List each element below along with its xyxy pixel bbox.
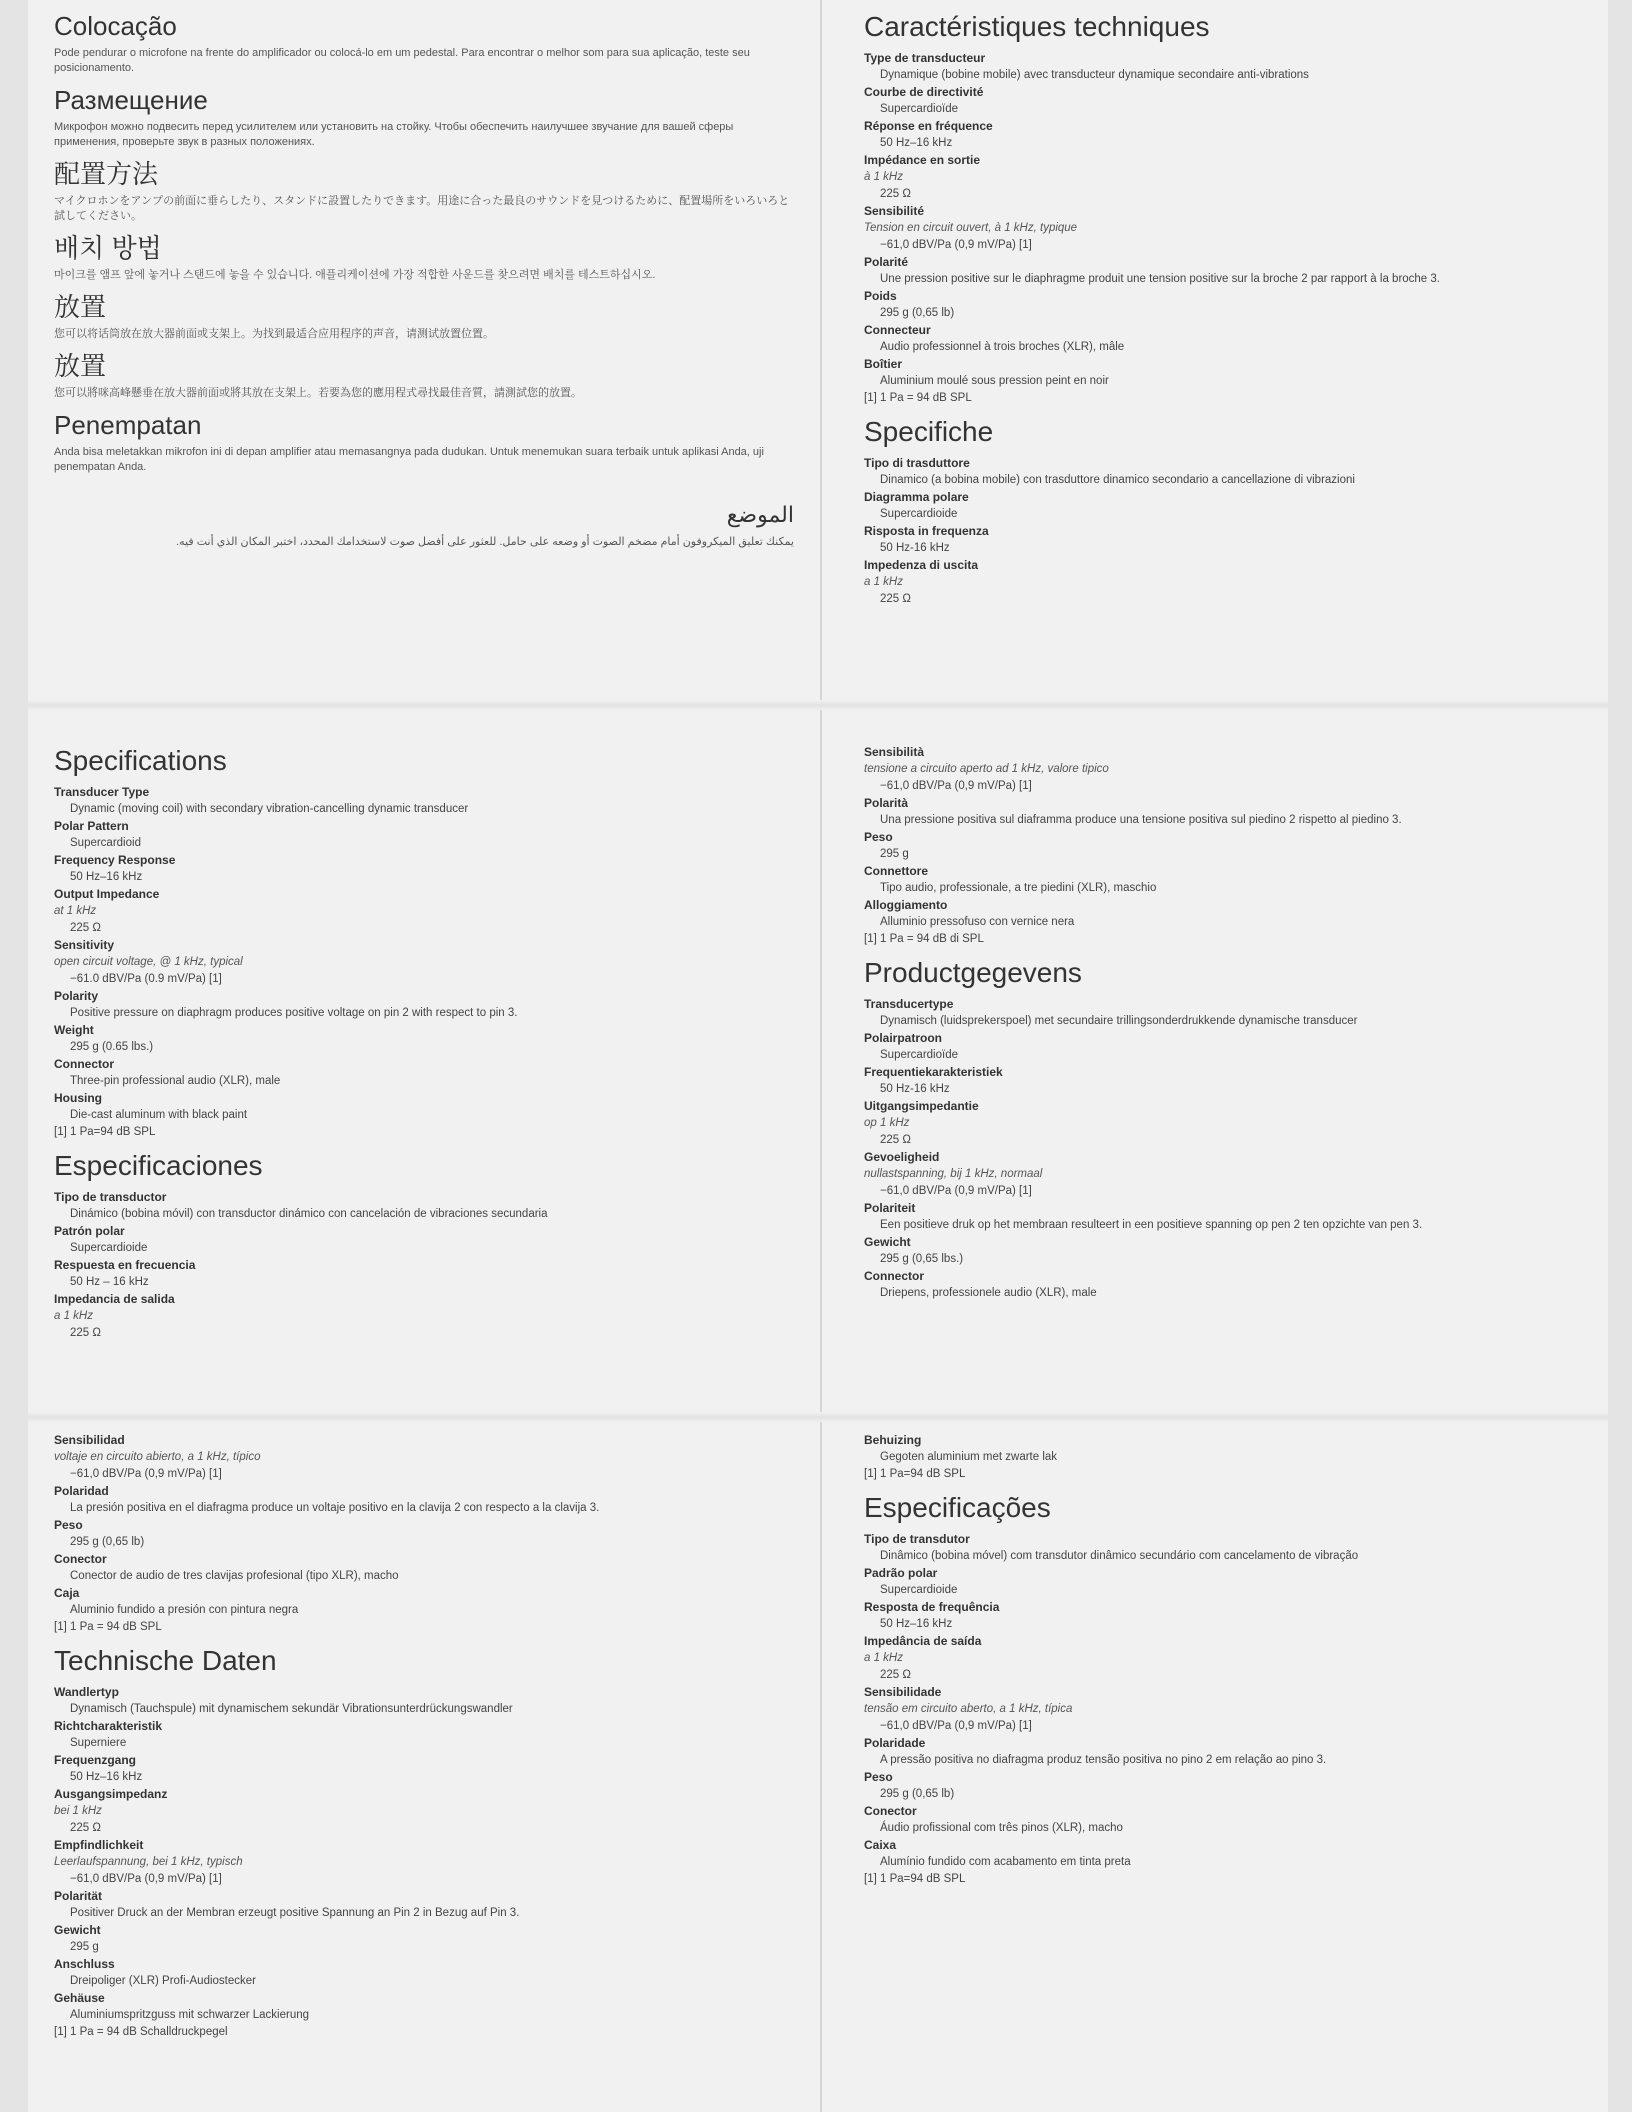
spec-label: Frequency Response	[54, 853, 176, 867]
spec-condition: bei 1 kHz	[54, 1805, 102, 1817]
placement-zh-cn	[54, 291, 794, 342]
placement-title: Размещение	[54, 85, 208, 115]
spec-value: −61,0 dBV/Pa (0,9 mV/Pa) [1]	[70, 1873, 222, 1885]
spec-item	[54, 1090, 794, 1124]
placement-title: Colocação	[54, 11, 177, 41]
spec-item	[864, 1531, 1604, 1565]
spec-label: Impedancia de salida	[54, 1292, 175, 1306]
spec-value: 295 g (0.65 lbs.)	[70, 1041, 154, 1053]
spec-value: 225 Ω	[880, 1134, 911, 1146]
spec-value: Supercardioide	[70, 1242, 148, 1254]
spec-condition: at 1 kHz	[54, 905, 97, 917]
spec-value: Supercardioïde	[880, 103, 958, 115]
spec-value: Alumínio fundido com acabamento em tinta preta	[880, 1856, 1131, 1868]
specs-nl-pt	[864, 1432, 1604, 1888]
spec-label: Transducer Type	[54, 785, 150, 799]
spec-label: Caixa	[864, 1838, 897, 1852]
spec-label: Behuizing	[864, 1433, 922, 1447]
spec-label: Polaridad	[54, 1484, 109, 1498]
spec-label: Tipo de transductor	[54, 1190, 167, 1204]
spec-label: Gewicht	[54, 1923, 101, 1937]
spec-item	[864, 1234, 1604, 1268]
footnote: [1] 1 Pa = 94 dB SPL	[54, 1621, 162, 1633]
spec-label: Sensibilidad	[54, 1433, 125, 1447]
spec-list	[864, 50, 1604, 390]
spec-label: Connecteur	[864, 323, 931, 337]
placement-title: 放置	[54, 351, 107, 381]
spec-item	[54, 818, 794, 852]
spec-value: A pressão positiva no diafragma produz tensão positiva no pino 2 em relação ao pino 3.	[880, 1754, 1327, 1766]
spec-item	[864, 1432, 1604, 1466]
spec-item	[54, 1752, 794, 1786]
spec-value: Audio professionnel à trois broches (XLR), mâle	[880, 341, 1125, 353]
spec-item	[864, 118, 1604, 152]
spec-item	[864, 152, 1604, 203]
spec-value: 225 Ω	[70, 1327, 101, 1339]
spec-value: Supercardioid	[70, 837, 141, 849]
spec-item	[864, 996, 1604, 1030]
spec-label: Peso	[864, 1770, 893, 1784]
spec-item	[864, 455, 1604, 489]
spec-label: Sensitivity	[54, 938, 115, 952]
spec-value: 295 g	[880, 848, 909, 860]
placement-text: Anda bisa meletakkan mikrofon ini di depan amplifier atau memasangnya pada dudukan. Untuk menemukan suara terbaik untuk aplikasi Anda, uji penempatan Anda.	[54, 446, 764, 473]
spec-label: Anschluss	[54, 1957, 115, 1971]
spec-item	[864, 795, 1604, 829]
spec-value: Supercardioïde	[880, 1049, 958, 1061]
spec-item	[54, 937, 794, 988]
spec-value: 225 Ω	[70, 922, 101, 934]
specs-es-de	[54, 1432, 794, 2041]
spec-item	[54, 1189, 794, 1223]
spec-item	[54, 1517, 794, 1551]
spec-value: Dinámico (bobina móvil) con transductor dinámico con cancelación de vibraciones secundaria	[70, 1208, 548, 1220]
spec-label: Conector	[54, 1552, 107, 1566]
spec-item	[864, 829, 1604, 863]
spec-value: Alluminio pressofuso con vernice nera	[880, 916, 1075, 928]
spec-label: Patrón polar	[54, 1224, 125, 1238]
spec-condition: tensione a circuito aperto ad 1 kHz, valore tipico	[864, 763, 1109, 775]
spec-value: −61,0 dBV/Pa (0,9 mV/Pa) [1]	[70, 1468, 222, 1480]
spec-value: Áudio profissional com três pinos (XLR), macho	[880, 1822, 1123, 1834]
spec-label: Transducertype	[864, 997, 954, 1011]
placement-title: 配置方法	[54, 159, 159, 189]
spec-condition: a 1 kHz	[864, 576, 903, 588]
spec-item	[54, 1585, 794, 1619]
placement-text: 마이크를 앰프 앞에 놓거나 스탠드에 놓을 수 있습니다. 애플리케이션에 가장 적합한 사운드를 찾으려면 배치를 테스트하십시오.	[54, 269, 656, 281]
spec-label: Polariteit	[864, 1201, 916, 1215]
spec-item	[864, 897, 1604, 931]
spec-item	[54, 1684, 794, 1718]
placement-title: 放置	[54, 292, 107, 322]
spec-label: Caja	[54, 1586, 80, 1600]
footnote: [1] 1 Pa = 94 dB SPL	[864, 392, 972, 404]
spec-item	[54, 1483, 794, 1517]
placement-text: Pode pendurar o microfone na frente do amplificador ou colocá-lo em um pedestal. Para encontrar o melhor som para sua aplicação, teste seu posicionamento.	[54, 47, 750, 74]
spec-item	[864, 50, 1604, 84]
spec-item	[54, 852, 794, 886]
spec-label: Output Impedance	[54, 887, 160, 901]
spec-label: Conector	[864, 1804, 917, 1818]
spec-label: Richtcharakteristik	[54, 1719, 163, 1733]
spec-value: 225 Ω	[880, 593, 911, 605]
spec-label: Impedenza di uscita	[864, 558, 979, 572]
spec-label: Boîtier	[864, 357, 903, 371]
spec-condition: open circuit voltage, @ 1 kHz, typical	[54, 956, 243, 968]
spec-label: Sensibilité	[864, 204, 925, 218]
spec-condition: nullastspanning, bij 1 kHz, normaal	[864, 1168, 1043, 1180]
spec-label: Type de transducteur	[864, 51, 986, 65]
spec-label: Courbe de directivité	[864, 85, 984, 99]
spec-item	[864, 1200, 1604, 1234]
spec-value: Dynamic (moving coil) with secondary vibration-cancelling dynamic transducer	[70, 803, 469, 815]
spec-value: Een positieve druk op het membraan resulteert in een positieve spanning op pen 2 ten opzichte van pen 3.	[880, 1219, 1423, 1231]
spec-label: Peso	[864, 830, 893, 844]
spec-item	[54, 1551, 794, 1585]
spec-item	[864, 1803, 1604, 1837]
placement-text: マイクロホンをアンプの前面に垂らしたり、スタンドに設置したりできます。用途に合った最良のサウンドを見つけるために、配置場所をいろいろと試してください。	[54, 195, 790, 222]
footnote: [1] 1 Pa=94 dB SPL	[864, 1468, 966, 1480]
spec-value: −61,0 dBV/Pa (0,9 mV/Pa) [1]	[880, 780, 1032, 792]
footnote: [1] 1 Pa = 94 dB Schalldruckpegel	[54, 2026, 228, 2038]
horizontal-fold-2	[28, 1412, 1608, 1422]
spec-value: Dynamique (bobine mobile) avec transducteur dynamique secondaire anti-vibrations	[880, 69, 1309, 81]
spec-item	[54, 1837, 794, 1888]
spec-list	[864, 996, 1604, 1302]
spec-label: Respuesta en frecuencia	[54, 1258, 196, 1272]
spec-label: Empfindlichkeit	[54, 1838, 144, 1852]
spec-label: Connector	[864, 1269, 924, 1283]
spec-label: Housing	[54, 1091, 102, 1105]
spec-label: Gewicht	[864, 1235, 911, 1249]
spec-condition: tensão em circuito aberto, a 1 kHz, típica	[864, 1703, 1073, 1715]
spec-list	[864, 1432, 1604, 1466]
spec-item	[864, 1565, 1604, 1599]
spec-label: Uitgangsimpedantie	[864, 1099, 979, 1113]
footnote: [1] 1 Pa=94 dB SPL	[864, 1873, 966, 1885]
spec-label: Polar Pattern	[54, 819, 129, 833]
spec-value: −61,0 dBV/Pa (0,9 mV/Pa) [1]	[880, 239, 1032, 251]
spec-label: Alloggiamento	[864, 898, 948, 912]
spec-item	[864, 1098, 1604, 1149]
spec-value: 225 Ω	[880, 188, 911, 200]
spec-item	[54, 1990, 794, 2024]
spec-item	[864, 254, 1604, 288]
section-title: Productgegevens	[864, 957, 1082, 988]
spec-value: 295 g (0,65 lb)	[70, 1536, 145, 1548]
spec-condition: a 1 kHz	[54, 1310, 93, 1322]
spec-label: Frequenzgang	[54, 1753, 137, 1767]
spec-item	[864, 489, 1604, 523]
spec-label: Polarité	[864, 255, 909, 269]
spec-list	[54, 1684, 794, 2024]
spec-value: 295 g (0,65 lb)	[880, 1788, 955, 1800]
placement-text: 您可以将话筒放在放大器前面或支架上。为找到最适合应用程序的声音，请测试放置位置。	[54, 328, 494, 340]
specs-it-nl	[864, 744, 1604, 1302]
spec-value: Gegoten aluminium met zwarte lak	[880, 1451, 1058, 1463]
spec-label: Impédance en sortie	[864, 153, 981, 167]
spec-label: Sensibilità	[864, 745, 925, 759]
spec-list	[54, 1432, 794, 1619]
horizontal-fold-1	[28, 700, 1608, 710]
placement-title: 배치 방법	[54, 233, 162, 263]
section-title: Caractéristiques techniques	[864, 11, 1210, 42]
spec-label: Gehäuse	[54, 1991, 105, 2005]
spec-label: Weight	[54, 1023, 94, 1037]
spec-item	[864, 523, 1604, 557]
spec-item	[54, 1922, 794, 1956]
spec-label: Wandlertyp	[54, 1685, 119, 1699]
spec-value: 295 g	[70, 1941, 99, 1953]
spec-item	[54, 1956, 794, 1990]
placement-text: يمكنك تعليق الميكروفون أمام مضخم الصوت أو وضعه على حامل. للعثور على أفضل صوت لاستخدامك المحدد، اختبر المكان الذي أنت فيه.	[176, 536, 794, 548]
spec-item	[864, 288, 1604, 322]
spec-label: Tipo di trasduttore	[864, 456, 970, 470]
placement-ar	[54, 499, 794, 550]
spec-label: Polarität	[54, 1889, 103, 1903]
spec-item	[54, 1223, 794, 1257]
spec-item	[864, 203, 1604, 254]
spec-value: −61,0 dBV/Pa (0,9 mV/Pa) [1]	[880, 1720, 1032, 1732]
spec-value: Dynamisch (Tauchspule) mit dynamischem sekundär Vibrationsunterdrückungswandler	[70, 1703, 513, 1715]
spec-value: 295 g (0,65 lbs.)	[880, 1253, 964, 1265]
spec-value: Driepens, professionele audio (XLR), male	[880, 1287, 1097, 1299]
spec-item	[54, 988, 794, 1022]
placement-text: 您可以將咪高峰懸垂在放大器前面或將其放在支架上。若要為您的應用程式尋找最佳音質，請測試您的放置。	[54, 387, 582, 399]
spec-value: 295 g (0,65 lb)	[880, 307, 955, 319]
specs-en	[54, 744, 794, 1342]
spec-condition: à 1 kHz	[864, 171, 903, 183]
spec-value: Dinamico (a bobina mobile) con trasduttore dinamico secondario a cancellazione di vibrazioni	[880, 474, 1355, 486]
spec-item	[864, 1633, 1604, 1684]
spec-list	[864, 455, 1604, 608]
spec-item	[864, 1030, 1604, 1064]
spec-item	[864, 1599, 1604, 1633]
spec-item	[864, 322, 1604, 356]
spec-value: Dinâmico (bobina móvel) com transdutor dinâmico secundário com cancelamento de vibração	[880, 1550, 1359, 1562]
section-title: Especificações	[864, 1492, 1051, 1523]
spec-list	[54, 784, 794, 1124]
spec-value: Conector de audio de tres clavijas profesional (tipo XLR), macho	[70, 1570, 399, 1582]
spec-label: Gevoeligheid	[864, 1150, 940, 1164]
spec-label: Risposta in frequenza	[864, 524, 989, 538]
placement-ko	[54, 232, 794, 283]
spec-item	[864, 1837, 1604, 1871]
specs-fr	[864, 10, 1604, 608]
section-title: Specifications	[54, 745, 227, 776]
spec-label: Polaridade	[864, 1736, 926, 1750]
placement-title: الموضع	[726, 502, 794, 527]
spec-item	[864, 863, 1604, 897]
spec-item	[54, 1022, 794, 1056]
spec-item	[54, 1291, 794, 1342]
placement-ja	[54, 158, 794, 224]
placement-title: Penempatan	[54, 410, 202, 440]
spec-label: Resposta de frequência	[864, 1600, 1000, 1614]
spec-value: 50 Hz–16 kHz	[70, 871, 143, 883]
spec-label: Impedância de saída	[864, 1634, 982, 1648]
section-title: Especificaciones	[54, 1150, 263, 1181]
placement-ru	[54, 84, 794, 150]
spec-label: Sensibilidade	[864, 1685, 942, 1699]
spec-condition: a 1 kHz	[864, 1652, 903, 1664]
spec-label: Connettore	[864, 864, 928, 878]
placement-zh-tw	[54, 350, 794, 401]
spec-label: Connector	[54, 1057, 114, 1071]
spec-item	[864, 356, 1604, 390]
spec-item	[864, 1769, 1604, 1803]
spec-item	[864, 1735, 1604, 1769]
footnote: [1] 1 Pa = 94 dB di SPL	[864, 933, 984, 945]
spec-condition: Tension en circuit ouvert, à 1 kHz, typique	[864, 222, 1078, 234]
spec-value: Supercardioide	[880, 508, 958, 520]
spec-value: −61,0 dBV/Pa (0,9 mV/Pa) [1]	[880, 1185, 1032, 1197]
spec-item	[864, 1149, 1604, 1200]
spec-item	[54, 1056, 794, 1090]
spec-item	[864, 744, 1604, 795]
footnote: [1] 1 Pa=94 dB SPL	[54, 1126, 156, 1138]
spec-value: Positive pressure on diaphragm produces positive voltage on pin 2 with respect to pin 3.	[70, 1007, 518, 1019]
placement-text: Микрофон можно подвесить перед усилителем или установить на стойку. Чтобы обеспечить наилучшее звучание для вашей сферы применения, проверьте звук в разных положениях.	[54, 121, 734, 148]
spec-label: Ausgangsimpedanz	[54, 1787, 168, 1801]
spec-value: Dynamisch (luidsprekerspoel) met secundaire trillingsonderdrukkende dynamische transducer	[880, 1015, 1358, 1027]
placement-id	[54, 409, 794, 475]
spec-item	[864, 1684, 1604, 1735]
spec-value: 50 Hz–16 kHz	[70, 1771, 143, 1783]
spec-item	[864, 557, 1604, 608]
section-title: Technische Daten	[54, 1645, 277, 1676]
spec-list	[864, 744, 1604, 931]
spec-item	[54, 1888, 794, 1922]
spec-label: Polairpatroon	[864, 1031, 943, 1045]
spec-label: Padrão polar	[864, 1566, 938, 1580]
spec-value: −61.0 dBV/Pa (0.9 mV/Pa) [1]	[70, 973, 222, 985]
spec-list	[54, 1189, 794, 1342]
vertical-fold	[820, 0, 822, 2112]
spec-condition: voltaje en circuito abierto, a 1 kHz, típico	[54, 1451, 261, 1463]
spec-value: Superniere	[70, 1737, 127, 1749]
spec-label: Peso	[54, 1518, 83, 1532]
spec-item	[864, 1064, 1604, 1098]
spec-value: Positiver Druck an der Membran erzeugt positive Spannung an Pin 2 in Bezug auf Pin 3.	[70, 1907, 520, 1919]
spec-value: 225 Ω	[70, 1822, 101, 1834]
spec-item	[54, 1257, 794, 1291]
spec-label: Poids	[864, 289, 897, 303]
spec-value: 50 Hz–16 kHz	[880, 137, 953, 149]
spec-item	[54, 886, 794, 937]
spec-value: 50 Hz–16 kHz	[880, 1618, 953, 1630]
spec-value: Una pressione positiva sul diaframma produce una tensione positiva sul piedino 2 rispetto al piedino 3.	[880, 814, 1402, 826]
spec-value: Aluminio fundido a presión con pintura negra	[70, 1604, 299, 1616]
spec-value: 50 Hz – 16 kHz	[70, 1276, 149, 1288]
spec-item	[54, 1718, 794, 1752]
spec-label: Tipo de transdutor	[864, 1532, 970, 1546]
spec-value: Aluminium moulé sous pression peint en noir	[880, 375, 1109, 387]
spec-item	[54, 1432, 794, 1483]
spec-item	[864, 1268, 1604, 1302]
spec-value: Dreipoliger (XLR) Profi-Audiostecker	[70, 1975, 256, 1987]
spec-label: Réponse en fréquence	[864, 119, 993, 133]
spec-label: Frequentiekarakteristiek	[864, 1065, 1003, 1079]
spec-value: 50 Hz-16 kHz	[880, 542, 950, 554]
spec-value: Une pression positive sur le diaphragme produit une tension positive sur la broche 2 par rapport à la broche 3.	[880, 273, 1440, 285]
placement-section	[54, 10, 794, 558]
spec-label: Polarity	[54, 989, 99, 1003]
spec-label: Diagramma polare	[864, 490, 969, 504]
spec-list	[864, 1531, 1604, 1871]
spec-label: Polarità	[864, 796, 909, 810]
placement-pt	[54, 10, 794, 76]
spec-value: La presión positiva en el diafragma produce un voltaje positivo en la clavija 2 con respecto a la clavija 3.	[70, 1502, 600, 1514]
spec-value: Supercardioide	[880, 1584, 958, 1596]
section-title: Specifiche	[864, 416, 994, 447]
spec-condition: Leerlaufspannung, bei 1 kHz, typisch	[54, 1856, 243, 1868]
spec-value: Three-pin professional audio (XLR), male	[70, 1075, 281, 1087]
spec-value: Die-cast aluminum with black paint	[70, 1109, 248, 1121]
spec-item	[864, 84, 1604, 118]
spec-value: 50 Hz-16 kHz	[880, 1083, 950, 1095]
spec-condition: op 1 kHz	[864, 1117, 910, 1129]
spec-value: Aluminiumspritzguss mit schwarzer Lackierung	[70, 2009, 310, 2021]
spec-item	[54, 1786, 794, 1837]
spec-item	[54, 784, 794, 818]
spec-value: 225 Ω	[880, 1669, 911, 1681]
spec-value: Tipo audio, professionale, a tre piedini (XLR), maschio	[880, 882, 1157, 894]
